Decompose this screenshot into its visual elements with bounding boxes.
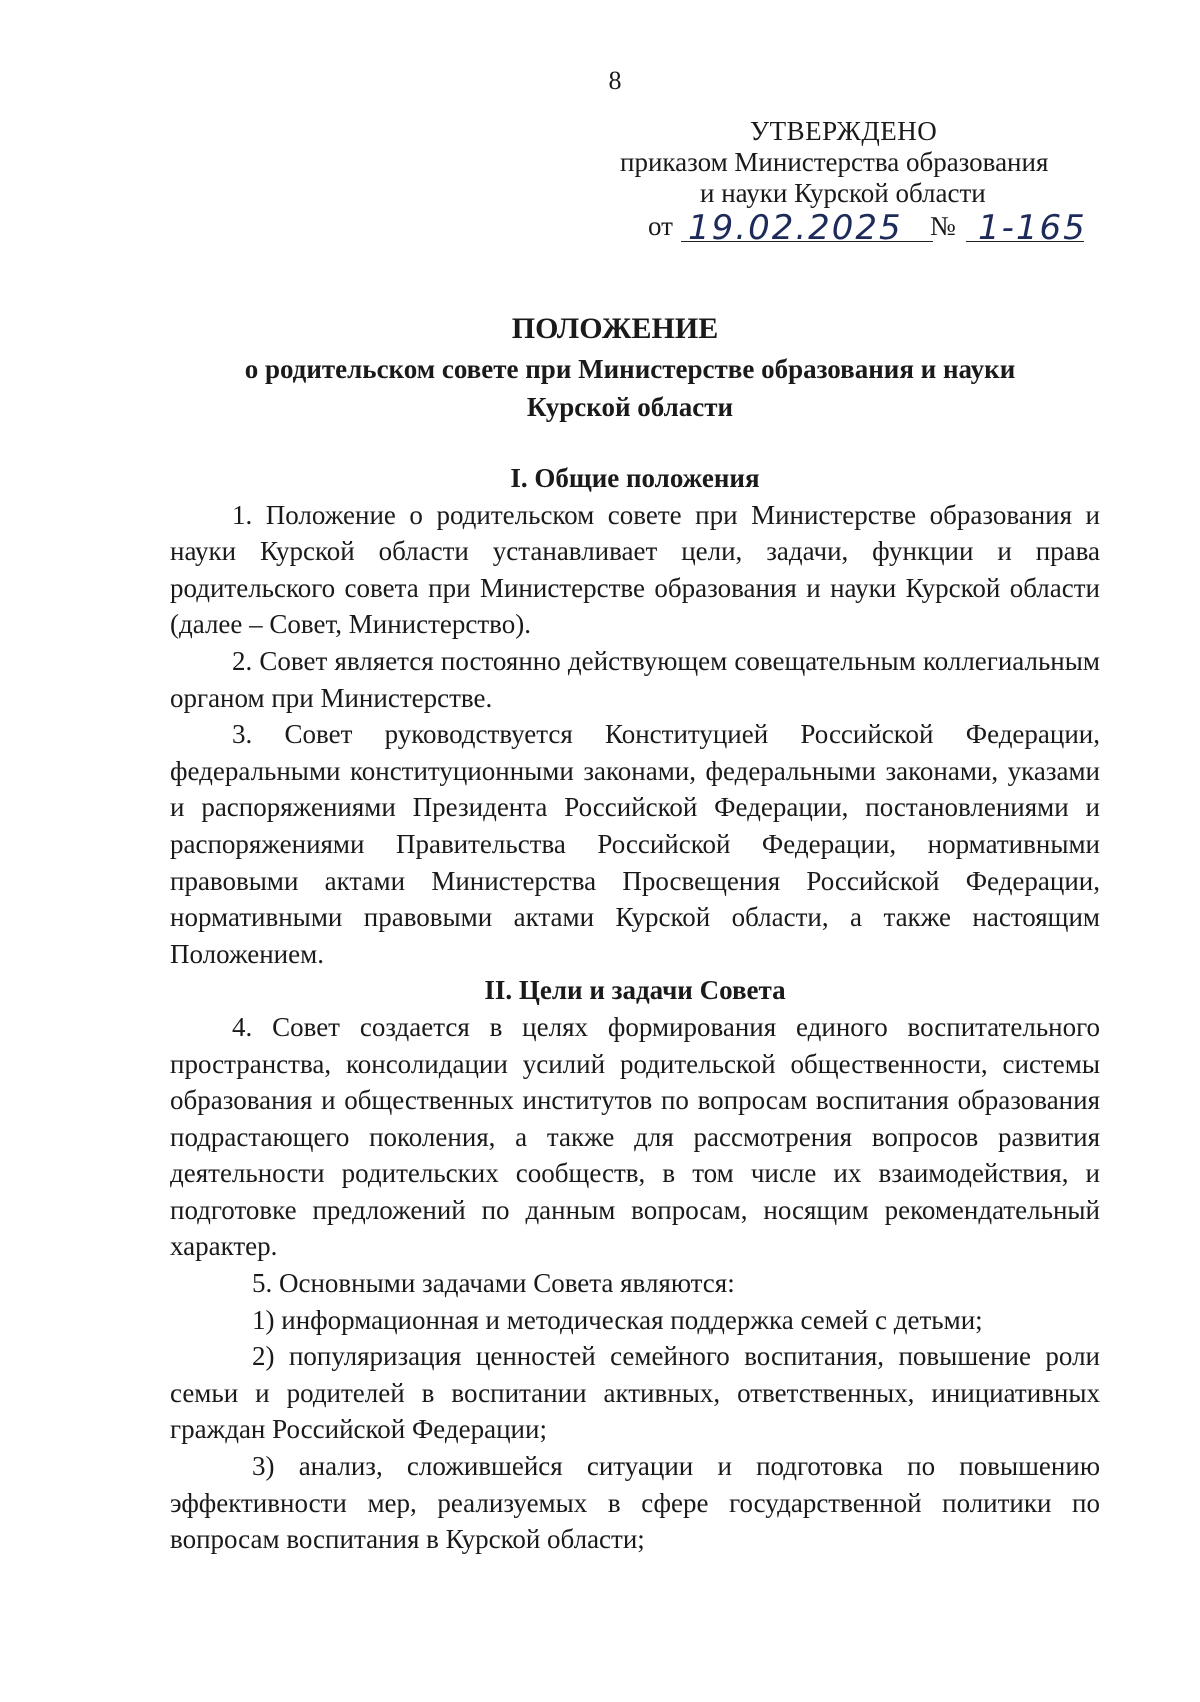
- list-item: 3) анализ, сложившейся ситуации и подготовка по повышению эффективности мер, реализуемых в сфере государственной политики по вопросам воспитания в Курской области;: [170, 1451, 1100, 1555]
- document-subtitle: о родительском совете при Министерстве образования и науки Курской области: [244, 354, 1016, 422]
- date-prefix: от: [648, 211, 673, 241]
- approval-block: [620, 116, 1100, 209]
- document-body: [170, 460, 1100, 1558]
- order-date-number: [648, 200, 1088, 250]
- page-number: 8: [608, 66, 622, 95]
- approval-issuer: приказом Министерства образования: [620, 147, 1049, 177]
- number-sign: №: [930, 211, 956, 241]
- approval-stamp: УТВЕРЖДЕНО: [750, 116, 938, 146]
- approval-issuer-cont: и науки Курской области: [700, 178, 986, 208]
- list-item: 2) популяризация ценностей семейного воспитания, повышение роли семьи и родителей в воспитании активных, ответственных, инициативных граждан Российской Федерации;: [170, 1341, 1100, 1445]
- section-heading: I. Общие положения: [510, 463, 760, 493]
- paragraph: 5. Основными задачами Совета являются:: [252, 1268, 735, 1299]
- paragraph: 3. Совет руководствуется Конституцией Российской Федерации, федеральными конституционными законами, федеральными законами, указами и распоряжениями Президента Российской Федерации, постановлениями и распоряжениями Правительства Российской Федерации, нормативными правовыми актами Министерства Просвещения Российской Федерации, нормативными правовыми актами Курской области, а также настоящим Положением.: [170, 719, 1100, 969]
- handwritten-number: 1-165: [978, 208, 1087, 248]
- paragraph: 2. Совет является постоянно действующем совещательным коллегиальным органом при Министерстве.: [170, 645, 1100, 713]
- document-title: ПОЛОЖЕНИЕ: [511, 312, 719, 345]
- paragraph: 1. Положение о родительском совете при Министерстве образования и науки Курской области устанавливает цели, задачи, функции и права родительского совета при Министерстве образования и науки Курской области (далее – Совет, Министерство).: [170, 499, 1100, 640]
- list-item: 1) информационная и методическая поддержка семей с детьми;: [252, 1304, 983, 1335]
- paragraph: 4. Совет создается в целях формирования единого воспитательного пространства, консолидации усилий родительской общественности, системы образования и общественных институтов по вопросам воспитания образования подрастающего поколения, а также для рассмотрения вопросов развития деятельности родительских сообществ, в том числе их взаимодействия, и подготовке предложений по данным вопросам, носящим рекомендательный характер.: [170, 1011, 1100, 1262]
- section-heading: II. Цели и задачи Совета: [484, 975, 786, 1006]
- handwritten-date: 19.02.2025: [688, 208, 903, 248]
